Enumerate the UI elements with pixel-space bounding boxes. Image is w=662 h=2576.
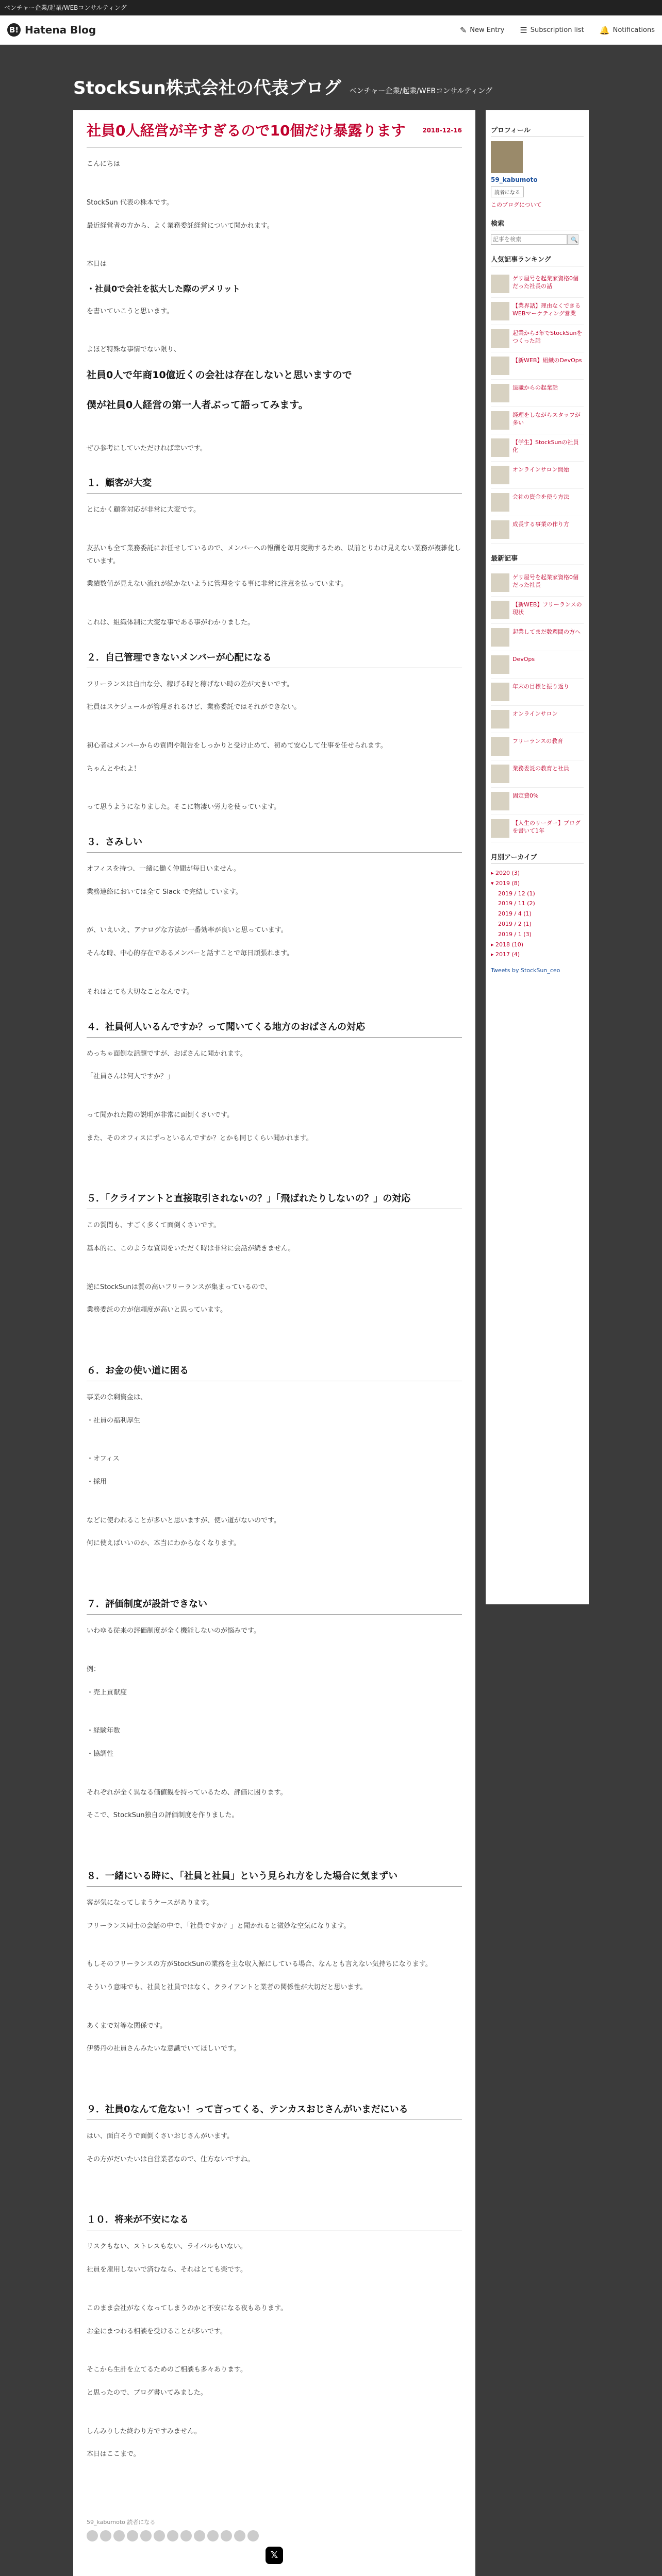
- paragraph: はい、面白そうで面倒くさいおじさんがいます。: [87, 2132, 234, 2141]
- paragraph: 社員はスケジュールが管理されるけど、業務委託ではそれができない。: [87, 703, 301, 711]
- latest-item[interactable]: [491, 651, 584, 679]
- ranking-item[interactable]: [491, 462, 584, 489]
- emphasis-text: 社員0人で年商10億近くの会社は存在しないと思いますので: [87, 369, 352, 381]
- edit-icon: ✎: [459, 25, 467, 35]
- paragraph: ・経験年数: [87, 1727, 121, 1735]
- search-heading: 検索: [491, 218, 584, 230]
- paragraph: あくまで対等な関係です。: [87, 2022, 167, 2030]
- paragraph: 業務委託の方が信頼度が高いと思っています。: [87, 1306, 227, 1314]
- latest-item-title[interactable]: DevOps: [512, 656, 535, 663]
- paragraph: って思うようになりました。そこに物凄い労力を使っています。: [87, 803, 280, 811]
- latest-item[interactable]: [491, 624, 584, 651]
- paragraph: などに使われることが多いと思いますが、使い道がないのです。: [87, 1516, 280, 1524]
- paragraph: めっちゃ面倒な話題ですが、おばさんに聞かれます。: [87, 1049, 247, 1058]
- ranking-item-title[interactable]: 【学生】StockSunの社員化: [512, 439, 579, 454]
- reader-avatars: [87, 2530, 462, 2541]
- paragraph: オフィスを持つ、一緒に働く仲間が毎日いません。: [87, 865, 240, 873]
- ranking-item[interactable]: [491, 380, 584, 407]
- thumbnail[interactable]: [491, 628, 509, 647]
- thumbnail[interactable]: [491, 601, 509, 619]
- paragraph: これは、組織体制に大変な事である事がわかりました。: [87, 618, 255, 626]
- ranking-item-title[interactable]: 経理をしながらスタッフが多い: [512, 412, 581, 427]
- tweets-link[interactable]: Tweets by StockSun_ceo: [491, 967, 560, 974]
- hatena-logo-text: Hatena Blog: [25, 24, 96, 36]
- ranking-item-title[interactable]: 起業から3年でStockSunをつくった話: [512, 330, 583, 345]
- hatena-logo-icon: B!: [7, 23, 21, 37]
- post-title[interactable]: 社員0人経営が辛すぎるので10個だけ暴露ります: [87, 122, 406, 139]
- thumbnail[interactable]: [491, 493, 509, 512]
- thumbnail[interactable]: [491, 357, 509, 375]
- ranking-item[interactable]: [491, 325, 584, 352]
- main-article: [73, 110, 475, 2576]
- archive-item[interactable]: 2019 / 2 (1): [498, 920, 532, 927]
- latest-item-title[interactable]: ゲリ屋号を起業家資格0個だった社長: [512, 574, 578, 589]
- section-heading: ５．「クライアントと直接取引されないの？」「飛ばれたりしないの？」の対応: [87, 1191, 462, 1209]
- list-icon: ☰: [520, 25, 527, 35]
- paragraph: 客が気になってしまうケースがあります。: [87, 1899, 213, 1907]
- paragraph: って聞かれた際の説明が非常に面倒くさいです。: [87, 1111, 234, 1119]
- latest-item[interactable]: [491, 679, 584, 706]
- thumbnail[interactable]: [491, 683, 509, 701]
- subscription-label: Subscription list: [530, 26, 584, 34]
- paragraph: 初心者はメンバーからの質問や報告をしっかりと受け止めて、初めて安心して仕事を任せられます。: [87, 742, 387, 750]
- subscription-list-button[interactable]: [520, 25, 584, 35]
- section-heading: ８．一緒にいる時に、「社員と社員」という見られ方をした場合に気まずい: [87, 1869, 462, 1887]
- ranking-item[interactable]: [491, 352, 584, 380]
- ranking-item[interactable]: [491, 270, 584, 298]
- thumbnail[interactable]: [491, 384, 509, 402]
- ranking-item[interactable]: [491, 434, 584, 462]
- paragraph: もしそのフリーランスの方がStockSunの業務を主な収入源にしている場合、なんとも言えない気持ちになります。: [87, 1960, 432, 1969]
- profile-heading: プロフィール: [491, 125, 584, 137]
- paragraph: 本日はここまで。: [87, 2450, 140, 2459]
- archive-item[interactable]: 2019 / 12 (1): [498, 890, 535, 897]
- latest-item-title[interactable]: フリーランスの教育: [512, 738, 564, 744]
- archive-item[interactable]: 2019 / 11 (2): [498, 900, 535, 907]
- thumbnail[interactable]: [491, 819, 509, 838]
- follow-label[interactable]: 59_kabumoto 読者になる: [87, 2518, 156, 2526]
- profile-name[interactable]: 59_kabumoto: [491, 176, 538, 183]
- paragraph: 業務連絡においては全て Slack で完結しています。: [87, 888, 242, 896]
- archive-item[interactable]: 2019 / 4 (1): [498, 910, 532, 918]
- paragraph: 社員を雇用しないで済むなら、それはとても楽です。: [87, 2266, 247, 2274]
- paragraph: を書いていこうと思います。: [87, 307, 173, 315]
- paragraph-strong: ・社員0で会社を拡大した際のデメリット: [87, 284, 240, 294]
- latest-item[interactable]: [491, 706, 584, 733]
- blog-description: ベンチャー企業/起業/WEBコンサルティング: [349, 87, 492, 95]
- thumbnail[interactable]: [491, 737, 509, 756]
- archive-item[interactable]: ▸ 2017 (4): [491, 951, 520, 958]
- paragraph: 業績数値が見えない流れが続かないように管理をする事に非常に注意を払っています。: [87, 580, 347, 588]
- ranking-item[interactable]: [491, 516, 584, 544]
- paragraph: しんみりした終わり方ですみません。: [87, 2427, 201, 2435]
- latest-heading: 最新記事: [491, 553, 584, 565]
- thumbnail[interactable]: [491, 302, 509, 320]
- paragraph: ・採用: [87, 1478, 107, 1486]
- section-heading: ９．社員0なんて危ない！って言ってくる、テンカスおじさんがいまだにいる: [87, 2102, 462, 2120]
- hatena-bar: [0, 15, 662, 45]
- new-entry-button[interactable]: [460, 25, 504, 35]
- paragraph: とにかく顧客対応が非常に大変です。: [87, 506, 200, 514]
- blog-header: [73, 74, 589, 99]
- ranking-item-title[interactable]: 退職からの起業話: [512, 384, 558, 391]
- section-heading: ６．お金の使い道に困る: [87, 1363, 462, 1381]
- paragraph: それぞれが全く異なる価値観を持っているため、評価に困ります。: [87, 1788, 287, 1797]
- paragraph: 伊勢丹の社員さんみたいな意識でいてほしいです。: [87, 2045, 240, 2053]
- post-date[interactable]: 2018-12-16: [422, 127, 462, 134]
- article-sections: [87, 476, 462, 2487]
- paragraph: また、そのオフィスにずっといるんですか？とかも同じくらい聞かれます。: [87, 1134, 313, 1142]
- paragraph: ・協調性: [87, 1750, 114, 1758]
- paragraph: よほど特殊な事情でない限り、: [87, 346, 181, 354]
- browser-tab-title: ベンチャー企業/起業/WEBコンサルティング: [0, 0, 662, 15]
- section-heading: ２．自己管理できないメンバーが心配になる: [87, 650, 462, 668]
- latest-item-title[interactable]: 業務委託の教育と社員: [512, 765, 569, 772]
- paragraph: 基本的に、このような質問をいただく時は非常に会話が続きません。: [87, 1244, 295, 1252]
- paragraph: 最近経営者の方から、よく業務委託経営について聞かれます。: [87, 222, 274, 230]
- paragraph: いわゆる従来の評価制度が全く機能しないのが悩みです。: [87, 1627, 260, 1635]
- ranking-item-title[interactable]: オンラインサロン開始: [512, 466, 569, 473]
- thumbnail[interactable]: [491, 573, 509, 592]
- archive-item[interactable]: ▾ 2019 (8): [491, 879, 520, 887]
- paragraph: そんな時、中心的存在であるメンバーと話すことで毎日頑張れます。: [87, 950, 294, 958]
- section-heading: １０．将来が不安になる: [87, 2212, 462, 2230]
- paragraph: お金にまつわる相談を受けることが多いです。: [87, 2327, 227, 2335]
- thumbnail[interactable]: [491, 329, 509, 348]
- section-heading: ７．評価制度が設計できない: [87, 1597, 462, 1615]
- hatena-logo[interactable]: [7, 23, 96, 37]
- paragraph: ちゃんとやれよ！: [87, 765, 141, 773]
- paragraph: リスクもない、ストレスもない、ライバルもいない。: [87, 2243, 247, 2251]
- avatar[interactable]: [491, 141, 523, 173]
- ranking-item-title[interactable]: 会社の資金を使う方法: [512, 494, 569, 500]
- ranking-item[interactable]: [491, 489, 584, 516]
- paragraph: ・社員の福利厚生: [87, 1416, 141, 1425]
- sidebar: [486, 110, 589, 1604]
- latest-item-title[interactable]: オンラインサロン: [512, 710, 558, 717]
- section-heading: ３．さみしい: [87, 835, 462, 853]
- about-blog-link[interactable]: このブログについて: [491, 201, 542, 208]
- paragraph: 友払いも全て業務委託にお任せしているので、メンバーへの報酬を毎月変動するため、以前とりわけ見えない業務が複雑化しています。: [87, 544, 461, 565]
- latest-list: [491, 569, 584, 842]
- paragraph: 何に使えばいいのか、本当にわからなくなります。: [87, 1539, 240, 1548]
- thumbnail[interactable]: [491, 275, 509, 293]
- paragraph: ・オフィス: [87, 1455, 120, 1463]
- archive-list: [491, 868, 584, 960]
- latest-item-title[interactable]: 年末の目標と振り返り: [512, 683, 569, 690]
- search-button[interactable]: 🔍: [567, 234, 578, 245]
- paragraph: フリーランスは自由な分、稼げる時と稼げない時の差が大きいです。: [87, 680, 294, 688]
- subscribe-button[interactable]: 読者になる: [491, 187, 524, 197]
- ranking-item-title[interactable]: 成長する事業の作り方: [512, 521, 569, 528]
- ranking-item-title[interactable]: ゲリ屋号を起業家資格0個だった社長の話: [512, 275, 578, 290]
- search-input[interactable]: [491, 234, 567, 245]
- paragraph: が、いえいえ、アナログな方法が一番効率が良いと思っています。: [87, 926, 288, 935]
- new-entry-label: New Entry: [470, 26, 505, 34]
- paragraph: このまま会社がなくなってしまうのかと不安になる夜もあります。: [87, 2304, 287, 2312]
- archive-item[interactable]: ▸ 2018 (10): [491, 941, 524, 948]
- paragraph: 「社員さんは何人ですか？」: [87, 1073, 174, 1081]
- latest-item[interactable]: [491, 597, 584, 624]
- archive-item[interactable]: ▸ 2020 (3): [491, 870, 520, 876]
- paragraph: 事業の余剰資金は、: [87, 1394, 147, 1401]
- paragraph: 逆にStockSunは質の高いフリーランスが集まっているので、: [87, 1283, 272, 1291]
- paragraph: StockSun 代表の株本です。: [87, 199, 173, 207]
- latest-item-title[interactable]: 起業してまだ数週間の方へ: [512, 629, 581, 635]
- latest-item-title[interactable]: 【人生のリーダー】ブログを書いて1年: [512, 820, 581, 835]
- x-share-icon[interactable]: 𝕏: [266, 2547, 283, 2564]
- paragraph: ・売上貢献度: [87, 1688, 127, 1697]
- bell-icon: 🔔: [599, 25, 610, 35]
- share-area: [87, 2518, 462, 2564]
- ranking-heading: 人気記事ランキング: [491, 254, 584, 266]
- paragraph: フリーランス同士の会話の中で、「社員ですか？」と聞かれると微妙な空気になります。: [87, 1922, 351, 1930]
- emphasis-text: 僕が社員0人経営の第一人者ぶって語ってみます。: [87, 399, 308, 411]
- archive-item[interactable]: 2019 / 1 (3): [498, 930, 532, 938]
- ranking-list: [491, 270, 584, 544]
- ranking-item[interactable]: [491, 298, 584, 325]
- paragraph: その方がだいたいは自営業者なので、仕方ないですね。: [87, 2155, 254, 2163]
- paragraph: そこで、StockSun独自の評価制度を作りました。: [87, 1811, 239, 1820]
- latest-item[interactable]: [491, 788, 584, 815]
- thumbnail[interactable]: [491, 765, 509, 783]
- notifications-button[interactable]: [600, 25, 655, 35]
- ranking-item[interactable]: [491, 407, 584, 434]
- paragraph: そこから生計を立てるためのご相談も多々あります。: [87, 2366, 247, 2374]
- section-heading: １．顧客が大変: [87, 476, 462, 494]
- paragraph: ぜひ参考にしていただければ幸いです。: [87, 444, 207, 452]
- paragraph: と思ったので、ブログ書いてみました。: [87, 2388, 207, 2397]
- latest-item-title[interactable]: 固定費0%: [512, 792, 539, 799]
- thumbnail[interactable]: [491, 466, 509, 484]
- thumbnail[interactable]: [491, 438, 509, 457]
- thumbnail[interactable]: [491, 411, 509, 430]
- paragraph: 例：: [87, 1665, 101, 1673]
- thumbnail[interactable]: [491, 792, 509, 810]
- latest-item[interactable]: [491, 760, 584, 788]
- paragraph: こんにちは: [87, 160, 121, 168]
- latest-item[interactable]: [491, 815, 584, 842]
- latest-item[interactable]: [491, 733, 584, 760]
- archive-heading: 月別アーカイブ: [491, 852, 584, 864]
- paragraph: 本日は: [87, 260, 107, 268]
- ranking-item-title[interactable]: 【新WEB】組織のDevOps: [512, 357, 582, 364]
- blog-title[interactable]: StockSun株式会社の代表ブログ: [73, 78, 341, 98]
- thumbnail[interactable]: [491, 710, 509, 728]
- thumbnail[interactable]: [491, 520, 509, 539]
- paragraph: それはとても大切なことなんです。: [87, 988, 193, 996]
- notifications-label: Notifications: [613, 26, 655, 34]
- paragraph: そういう意味でも、社員と社員ではなく、クライアントと業者の関係性が大切だと思います。: [87, 1984, 367, 1991]
- section-heading: ４．社員何人いるんですか？って聞いてくる地方のおばさんの対応: [87, 1020, 462, 1038]
- ranking-item-title[interactable]: 【業界話】理由なくできるWEBマーケティング営業: [512, 302, 581, 317]
- paragraph: この質問も、すごく多くて面倒くさいです。: [87, 1222, 220, 1230]
- latest-item[interactable]: [491, 569, 584, 597]
- latest-item-title[interactable]: 【新WEB】フリーランスの現状: [512, 601, 582, 616]
- thumbnail[interactable]: [491, 655, 509, 674]
- title-divider: [87, 147, 462, 148]
